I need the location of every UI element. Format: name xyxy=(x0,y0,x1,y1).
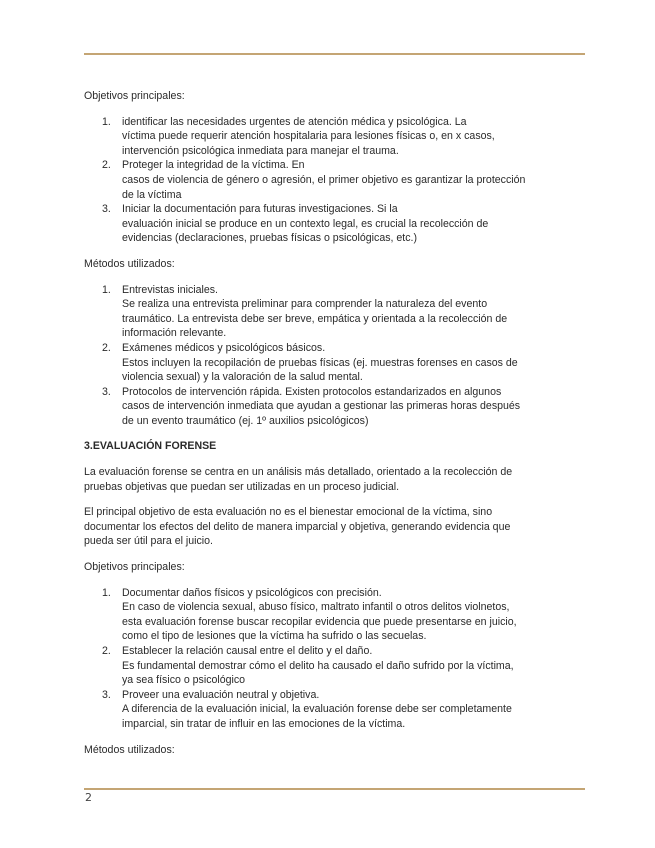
list-item: 3. Proveer una evaluación neutral y objetiva. A diferencia de la evaluación inicial, la evaluación forense debe ser completamente imparcial, sin tratar de influir en las emociones de la víctima. xyxy=(102,688,512,730)
objective-paragraph: El principal objetivo de esta evaluación no es el bienestar emocional de la víctima, sino documentar los efectos del delito de manera imparcial y objetiva, generando evidencia que pueda ser útil para el juicio. xyxy=(84,506,511,548)
list-item: 1. identificar las necesidades urgentes de atención médica y psicológica. La víctima puede requerir atención hospitalaria para lesiones físicas o, en x casos, intervención psicológica inmediata para manejar el trauma. xyxy=(102,115,495,157)
page-content xyxy=(84,89,585,768)
objectives-list xyxy=(84,115,585,246)
list-item: 3. Protocolos de intervención rápida. Existen protocolos estandarizados en algunos casos de intervención inmediata que ayudan a gestionar las primeras horas después de un evento traumático (ej. 1º auxilios psicológicos) xyxy=(102,385,521,427)
header-rule xyxy=(84,53,585,55)
list-item: 2. Proteger la integridad de la víctima. En casos de violencia de género o agresión, el primer objetivo es garantizar la protección de la víctima xyxy=(102,159,526,201)
section-title: 3.EVALUACIÓN FORENSE xyxy=(84,440,217,453)
methods-list xyxy=(84,283,585,429)
objectives-heading: Objetivos principales: xyxy=(84,90,185,102)
page-number: 2 xyxy=(85,791,92,804)
forensic-objectives-heading: Objetivos principales: xyxy=(84,561,185,574)
forensic-methods-heading: Métodos utilizados: xyxy=(84,743,175,756)
footer-rule xyxy=(84,788,585,790)
methods-heading: Métodos utilizados: xyxy=(84,257,175,270)
list-item: 3. Iniciar la documentación para futuras investigaciones. Si la evaluación inicial se produce en un contexto legal, es crucial la recolección de evidencias (declaraciones, pruebas físicas o psicológicas, etc.) xyxy=(102,203,489,245)
list-item: 1. Entrevistas iniciales. Se realiza una entrevista preliminar para comprender la naturaleza del evento traumático. La entrevista debe ser breve, empática y orientada a la recolección de información relevante. xyxy=(102,283,508,340)
list-item: 2. Exámenes médicos y psicológicos básicos. Estos incluyen la recopilación de pruebas físicas (ej. muestras forenses en casos de violencia sexual) y la valoración de la salud mental. xyxy=(102,341,518,384)
list-item: 2. Establecer la relación causal entre el delito y el daño. Es fundamental demostrar cómo el delito ha causado el daño sufrido por la víctima, ya sea físico o psicológico xyxy=(102,645,514,687)
forensic-objectives-list xyxy=(84,586,585,732)
list-item: 1. Documentar daños físicos y psicológicos con precisión. En caso de violencia sexual, abuso físico, maltrato infantil o otros delitos violnetos, esta evaluación forense buscar recopilar evidencia que puede presentarse en juicio, como el tipo de lesiones que la víctima ha sufrido o las secuelas. xyxy=(102,586,517,643)
intro-paragraph: La evaluación forense se centra en un análisis más detallado, orientado a la recolección de pruebas objetivas que puedan ser utilizadas en un proceso judicial. xyxy=(84,466,513,493)
